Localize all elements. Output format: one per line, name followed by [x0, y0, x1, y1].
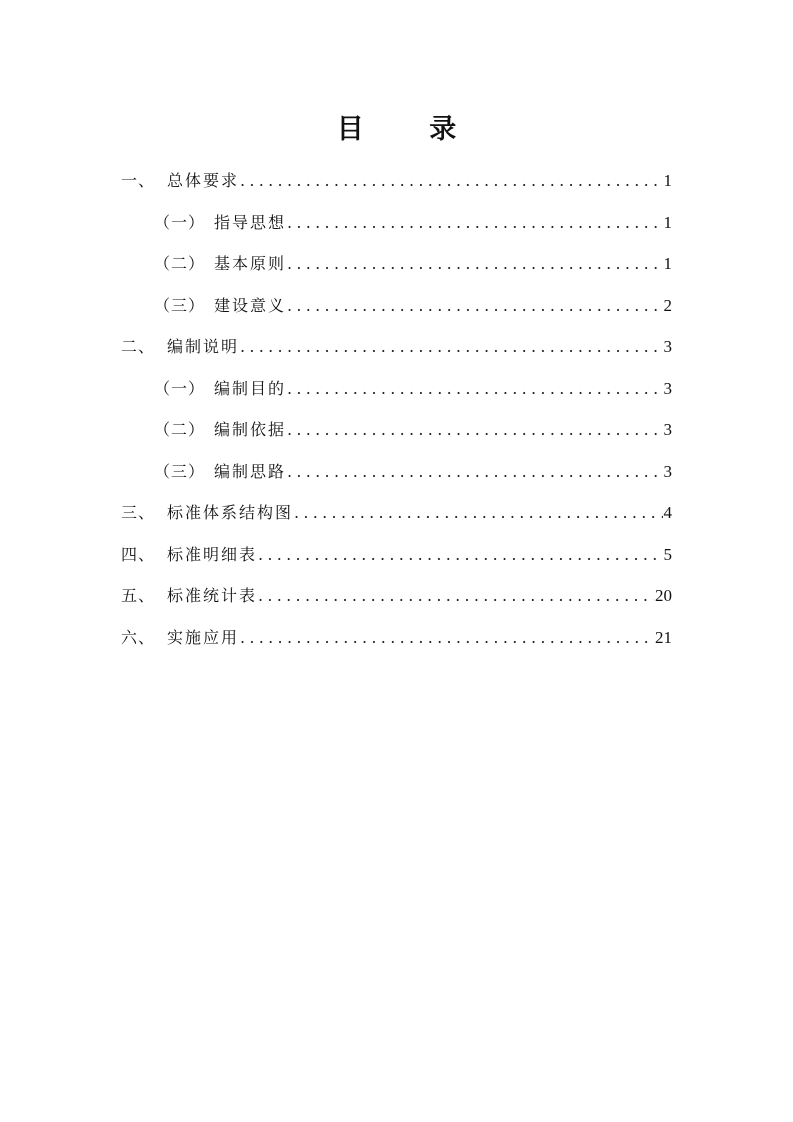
toc-entry-number: 四、: [121, 544, 156, 564]
toc-entry-title: 指导思想: [214, 212, 287, 232]
toc-entry[interactable]: [121, 243, 672, 285]
toc-entry[interactable]: [121, 409, 672, 451]
toc-entry[interactable]: [121, 575, 672, 617]
toc-entry-page: 3: [663, 378, 672, 398]
toc-dot-leader: [240, 617, 654, 659]
toc-entry-number: 一、: [121, 171, 156, 190]
toc-entry[interactable]: [121, 160, 672, 202]
toc-entry-number: 三、: [121, 503, 156, 522]
toc-entry-title: 编制目的: [214, 378, 287, 398]
toc-entry-title: 标准明细表: [167, 544, 258, 564]
toc-entry[interactable]: [121, 202, 672, 244]
toc-entry-number: （二）: [154, 254, 206, 273]
toc-entry[interactable]: [121, 326, 672, 368]
toc-entry-number: （一）: [154, 212, 206, 232]
toc-entry-page: 1: [663, 254, 672, 273]
toc-dot-leader: [240, 160, 662, 202]
toc-entry-title: 编制说明: [167, 337, 240, 356]
toc-dot-leader: [287, 285, 662, 327]
toc-entry-title: 标准体系结构图: [167, 503, 294, 522]
toc-entry-title: 建设意义: [214, 295, 287, 315]
toc-dot-leader: [294, 492, 662, 534]
toc-entry-page: 3: [663, 420, 672, 439]
toc-list: [121, 160, 672, 658]
toc-dot-leader: [240, 326, 662, 368]
toc-dot-leader: [258, 534, 662, 576]
toc-dot-leader: [287, 368, 662, 410]
toc-entry-page: 1: [663, 171, 672, 190]
toc-entry[interactable]: [121, 492, 672, 534]
toc-entry-number: （三）: [154, 461, 206, 481]
toc-entry-number: （一）: [154, 378, 206, 398]
toc-entry[interactable]: [121, 368, 672, 410]
toc-title: 目 录: [336, 114, 485, 145]
toc-entry-page: 2: [663, 295, 672, 315]
toc-entry-page: 21: [655, 627, 672, 647]
toc-dot-leader: [258, 575, 654, 617]
toc-dot-leader: [287, 409, 662, 451]
toc-entry-page: 3: [663, 337, 672, 356]
toc-entry-page: 4: [663, 503, 672, 522]
toc-entry-page: 1: [663, 212, 672, 232]
toc-dot-leader: [287, 451, 662, 493]
toc-entry-title: 编制思路: [214, 461, 287, 481]
toc-entry-number: 六、: [121, 627, 156, 647]
toc-dot-leader: [287, 202, 662, 244]
toc-entry-title: 编制依据: [214, 420, 287, 439]
toc-entry-page: 3: [663, 461, 672, 481]
toc-entry-page: 5: [663, 544, 672, 564]
toc-entry-title: 标准统计表: [167, 586, 258, 605]
toc-entry-number: 二、: [121, 337, 156, 356]
toc-entry-number: （二）: [154, 420, 206, 439]
toc-entry-title: 总体要求: [167, 171, 240, 190]
toc-entry[interactable]: [121, 285, 672, 327]
toc-entry-title: 实施应用: [167, 627, 240, 647]
toc-dot-leader: [287, 243, 662, 285]
toc-entry-number: 五、: [121, 586, 156, 605]
toc-entry[interactable]: [121, 534, 672, 576]
toc-entry[interactable]: [121, 451, 672, 493]
toc-entry-number: （三）: [154, 295, 206, 315]
toc-entry[interactable]: [121, 617, 672, 659]
toc-entry-title: 基本原则: [214, 254, 287, 273]
toc-entry-page: 20: [655, 586, 672, 605]
